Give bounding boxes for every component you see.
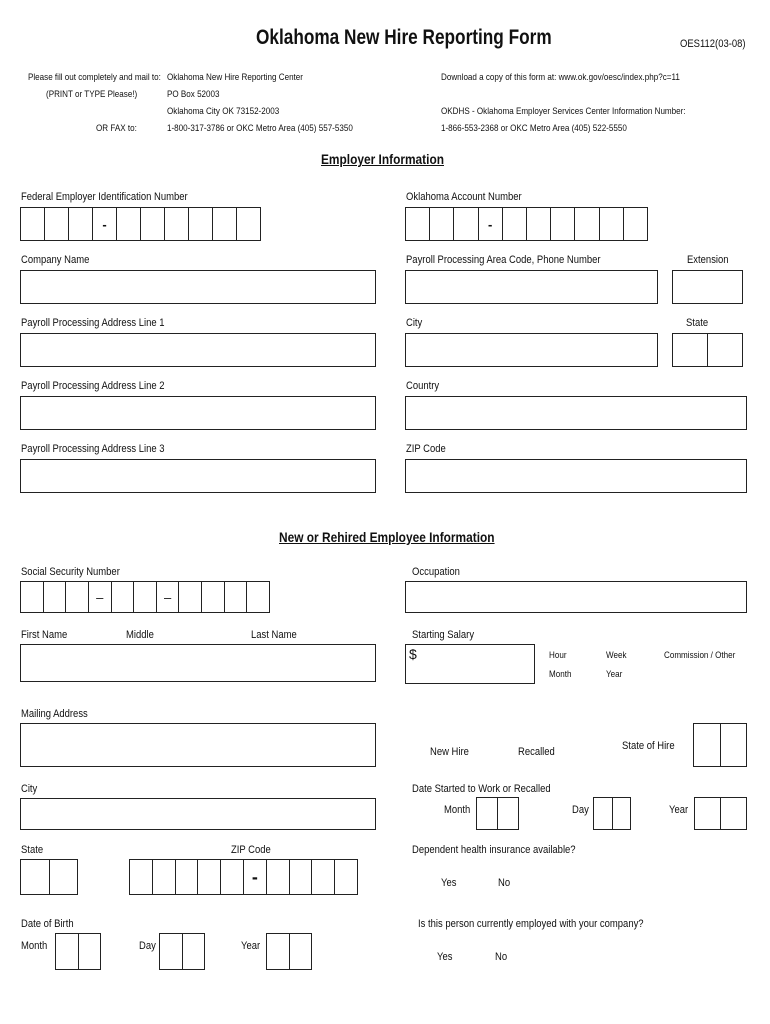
date-started-year-input[interactable] bbox=[694, 797, 747, 830]
date-started-month-input[interactable] bbox=[476, 797, 519, 830]
employed-yes-option[interactable]: Yes bbox=[437, 951, 453, 963]
date-started-year-label: Year bbox=[669, 804, 689, 816]
occupation-label: Occupation bbox=[412, 566, 460, 578]
employer-state-input[interactable] bbox=[672, 333, 743, 367]
dollar-sign: $ bbox=[409, 646, 417, 662]
dob-year-input[interactable] bbox=[266, 933, 312, 970]
address-line-2-input[interactable] bbox=[20, 396, 376, 430]
employer-zip-label: ZIP Code bbox=[406, 443, 446, 455]
account-number-label: Oklahoma Account Number bbox=[406, 191, 522, 203]
address-line-1-input[interactable] bbox=[20, 333, 376, 367]
dob-month-input[interactable] bbox=[55, 933, 101, 970]
new-hire-option[interactable]: New Hire bbox=[430, 746, 469, 758]
dependent-no-option[interactable]: No bbox=[498, 877, 511, 889]
dob-year-label: Year bbox=[241, 940, 261, 952]
first-name-label: First Name bbox=[21, 629, 68, 641]
mail-address-line-1: Oklahoma New Hire Reporting Center bbox=[167, 72, 303, 83]
form-title: Oklahoma New Hire Reporting Form bbox=[256, 26, 552, 49]
date-started-day-input[interactable] bbox=[593, 797, 631, 830]
starting-salary-input[interactable] bbox=[405, 644, 535, 684]
occupation-input[interactable] bbox=[405, 581, 747, 613]
fein-dash: - bbox=[93, 208, 117, 240]
last-name-label: Last Name bbox=[251, 629, 297, 641]
name-input[interactable] bbox=[20, 644, 376, 682]
dob-day-label: Day bbox=[139, 940, 156, 952]
form-code: OES112(03-08) bbox=[680, 38, 746, 50]
phone-label: Payroll Processing Area Code, Phone Number bbox=[406, 254, 601, 266]
extension-label: Extension bbox=[687, 254, 729, 266]
account-number-input[interactable] bbox=[405, 207, 648, 241]
pay-period-month[interactable]: Month bbox=[549, 669, 572, 680]
account-dash: - bbox=[479, 208, 503, 240]
pay-period-commission[interactable]: Commission / Other bbox=[664, 650, 736, 661]
employed-no-option[interactable]: No bbox=[495, 951, 508, 963]
fax-numbers: 1-800-317-3786 or OKC Metro Area (405) 557-5350 bbox=[167, 123, 353, 134]
employer-city-label: City bbox=[406, 317, 423, 329]
mail-label: Please fill out completely and mail to: bbox=[28, 72, 161, 83]
address-line-2-label: Payroll Processing Address Line 2 bbox=[21, 380, 165, 392]
employee-section-title: New or Rehired Employee Information bbox=[279, 529, 495, 545]
dob-day-input[interactable] bbox=[159, 933, 205, 970]
extension-input[interactable] bbox=[672, 270, 743, 304]
dob-label: Date of Birth bbox=[21, 918, 74, 930]
employee-state-label: State bbox=[21, 844, 44, 856]
download-text: Download a copy of this form at: www.ok.gov/oesc/index.php?c=11 bbox=[441, 72, 680, 83]
ssn-label: Social Security Number bbox=[21, 566, 120, 578]
ssn-dash-1: – bbox=[89, 582, 112, 612]
middle-name-label: Middle bbox=[126, 629, 154, 641]
currently-employed-label: Is this person currently employed with your company? bbox=[418, 918, 644, 930]
date-started-month-label: Month bbox=[444, 804, 471, 816]
date-started-day-label: Day bbox=[572, 804, 589, 816]
mailing-address-input[interactable] bbox=[20, 723, 376, 767]
employer-zip-input[interactable] bbox=[405, 459, 747, 493]
print-label: (PRINT or TYPE Please!) bbox=[46, 89, 138, 100]
state-of-hire-label: State of Hire bbox=[622, 740, 675, 752]
date-started-label: Date Started to Work or Recalled bbox=[412, 783, 551, 795]
zip-dash: - bbox=[244, 860, 267, 894]
employer-state-label: State bbox=[686, 317, 709, 329]
mail-address-line-2: PO Box 52003 bbox=[167, 89, 220, 100]
employee-zip-label: ZIP Code bbox=[231, 844, 271, 856]
employer-city-input[interactable] bbox=[405, 333, 658, 367]
company-name-input[interactable] bbox=[20, 270, 376, 304]
country-input[interactable] bbox=[405, 396, 747, 430]
dob-month-label: Month bbox=[21, 940, 48, 952]
address-line-3-input[interactable] bbox=[20, 459, 376, 493]
pay-period-hour[interactable]: Hour bbox=[549, 650, 567, 661]
ssn-input[interactable] bbox=[20, 581, 270, 613]
state-of-hire-input[interactable] bbox=[693, 723, 747, 767]
company-name-label: Company Name bbox=[21, 254, 90, 266]
fein-label: Federal Employer Identification Number bbox=[21, 191, 188, 203]
employee-city-input[interactable] bbox=[20, 798, 376, 830]
recalled-option[interactable]: Recalled bbox=[518, 746, 555, 758]
okdhs-numbers: 1-866-553-2368 or OKC Metro Area (405) 522-5550 bbox=[441, 123, 627, 134]
mail-address-line-3: Oklahoma City OK 73152-2003 bbox=[167, 106, 280, 117]
employee-zip-input[interactable] bbox=[129, 859, 358, 895]
phone-input[interactable] bbox=[405, 270, 658, 304]
address-line-1-label: Payroll Processing Address Line 1 bbox=[21, 317, 165, 329]
dependent-yes-option[interactable]: Yes bbox=[441, 877, 457, 889]
ssn-dash-2: – bbox=[157, 582, 180, 612]
pay-period-week[interactable]: Week bbox=[606, 650, 627, 661]
employer-section-title: Employer Information bbox=[321, 151, 444, 167]
employee-state-input[interactable] bbox=[20, 859, 78, 895]
dependent-insurance-label: Dependent health insurance available? bbox=[412, 844, 576, 856]
starting-salary-label: Starting Salary bbox=[412, 629, 475, 641]
country-label: Country bbox=[406, 380, 440, 392]
mailing-address-label: Mailing Address bbox=[21, 708, 88, 720]
pay-period-year[interactable]: Year bbox=[606, 669, 623, 680]
address-line-3-label: Payroll Processing Address Line 3 bbox=[21, 443, 165, 455]
fax-label: OR FAX to: bbox=[96, 123, 137, 134]
okdhs-text: OKDHS - Oklahoma Employer Services Center Information Number: bbox=[441, 106, 686, 117]
fein-input[interactable] bbox=[20, 207, 261, 241]
employee-city-label: City bbox=[21, 783, 38, 795]
